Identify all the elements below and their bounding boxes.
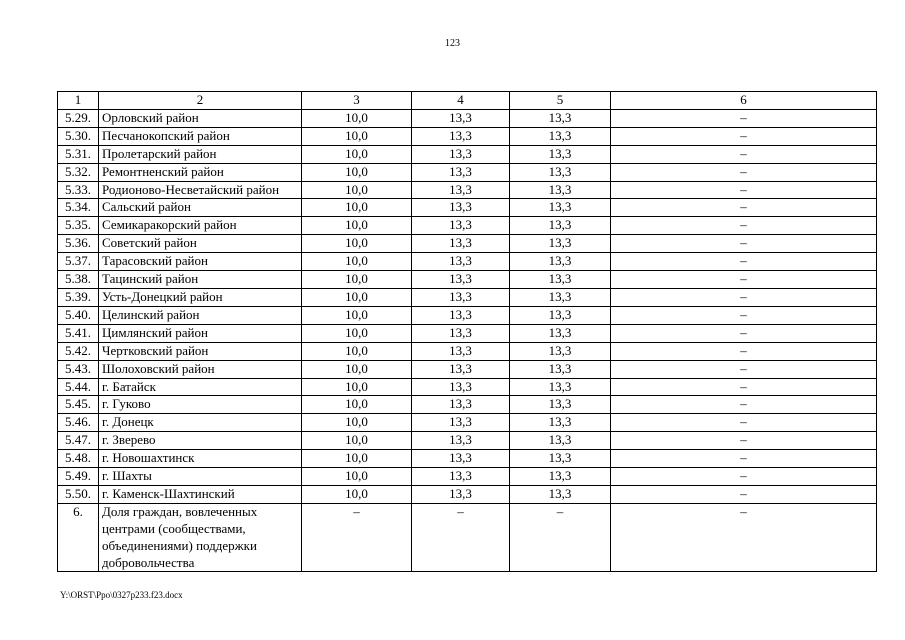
value-col3-cell: 10,0 — [302, 378, 412, 396]
value-col3-cell: 10,0 — [302, 127, 412, 145]
value-col6-cell: – — [611, 253, 877, 271]
row-number-cell: 5.38. — [58, 271, 99, 289]
table-row — [58, 360, 877, 378]
row-number-cell: 5.44. — [58, 378, 99, 396]
row-number-cell: 5.43. — [58, 360, 99, 378]
row-number-cell: 5.49. — [58, 468, 99, 486]
value-col4-cell: 13,3 — [412, 145, 510, 163]
row-name-cell: Пролетарский район — [99, 145, 302, 163]
value-col3-cell: 10,0 — [302, 163, 412, 181]
value-col6-cell: – — [611, 503, 877, 572]
value-col4-cell: 13,3 — [412, 396, 510, 414]
value-col6-cell: – — [611, 163, 877, 181]
row-name-cell: Шолоховский район — [99, 360, 302, 378]
value-col5-cell: 13,3 — [510, 324, 611, 342]
row-number-cell: 6. — [58, 503, 99, 572]
table-row — [58, 271, 877, 289]
file-path-footer: Y:\ORST\Ppo\0327p233.f23.docx — [60, 590, 183, 600]
row-number-cell: 5.33. — [58, 181, 99, 199]
value-col5-cell: – — [510, 503, 611, 572]
value-col3-cell: 10,0 — [302, 432, 412, 450]
value-col3-cell: 10,0 — [302, 342, 412, 360]
value-col4-cell: 13,3 — [412, 217, 510, 235]
value-col5-cell: 13,3 — [510, 432, 611, 450]
row-number-cell: 5.35. — [58, 217, 99, 235]
value-col5-cell: 13,3 — [510, 109, 611, 127]
value-col6-cell: – — [611, 181, 877, 199]
value-col3-cell: 10,0 — [302, 217, 412, 235]
value-col4-cell: 13,3 — [412, 432, 510, 450]
value-col4-cell: 13,3 — [412, 199, 510, 217]
value-col3-cell: 10,0 — [302, 324, 412, 342]
value-col6-cell: – — [611, 217, 877, 235]
row-number-cell: 5.42. — [58, 342, 99, 360]
table-row — [58, 145, 877, 163]
row-number-cell: 5.47. — [58, 432, 99, 450]
row-name-cell: г. Донецк — [99, 414, 302, 432]
table-row — [58, 217, 877, 235]
value-col4-cell: 13,3 — [412, 414, 510, 432]
value-col5-cell: 13,3 — [510, 396, 611, 414]
value-col3-cell: – — [302, 503, 412, 572]
table-row — [58, 450, 877, 468]
table-row — [58, 235, 877, 253]
value-col5-cell: 13,3 — [510, 163, 611, 181]
value-col6-cell: – — [611, 324, 877, 342]
value-col4-cell: 13,3 — [412, 271, 510, 289]
row-name-cell: Доля граждан, вовлеченных центрами (сообществами, объединениями) поддержки добровольчества — [99, 503, 302, 572]
row-name-cell: г. Каменск-Шахтинский — [99, 485, 302, 503]
value-col3-cell: 10,0 — [302, 360, 412, 378]
indicator-table — [57, 91, 877, 572]
value-col6-cell: – — [611, 450, 877, 468]
column-header: 2 — [99, 92, 302, 110]
table-row — [58, 342, 877, 360]
row-number-cell: 5.39. — [58, 288, 99, 306]
value-col5-cell: 13,3 — [510, 378, 611, 396]
row-name-cell: Ремонтненский район — [99, 163, 302, 181]
table-header-row — [58, 92, 877, 110]
table-row — [58, 378, 877, 396]
table-row — [58, 396, 877, 414]
value-col3-cell: 10,0 — [302, 450, 412, 468]
value-col4-cell: 13,3 — [412, 163, 510, 181]
value-col4-cell: 13,3 — [412, 127, 510, 145]
value-col3-cell: 10,0 — [302, 199, 412, 217]
row-name-cell: Родионово-Несветайский район — [99, 181, 302, 199]
value-col6-cell: – — [611, 271, 877, 289]
value-col6-cell: – — [611, 199, 877, 217]
row-number-cell: 5.31. — [58, 145, 99, 163]
value-col6-cell: – — [611, 145, 877, 163]
value-col6-cell: – — [611, 485, 877, 503]
value-col4-cell: 13,3 — [412, 288, 510, 306]
table-row — [58, 414, 877, 432]
table-row — [58, 485, 877, 503]
table-row — [58, 468, 877, 486]
row-number-cell: 5.32. — [58, 163, 99, 181]
row-number-cell: 5.48. — [58, 450, 99, 468]
value-col6-cell: – — [611, 396, 877, 414]
value-col4-cell: 13,3 — [412, 450, 510, 468]
column-header: 5 — [510, 92, 611, 110]
row-name-cell: г. Зверево — [99, 432, 302, 450]
row-number-cell: 5.36. — [58, 235, 99, 253]
column-header: 3 — [302, 92, 412, 110]
value-col3-cell: 10,0 — [302, 288, 412, 306]
row-name-cell: Семикаракорский район — [99, 217, 302, 235]
row-number-cell: 5.30. — [58, 127, 99, 145]
value-col4-cell: 13,3 — [412, 306, 510, 324]
value-col5-cell: 13,3 — [510, 217, 611, 235]
value-col5-cell: 13,3 — [510, 235, 611, 253]
value-col6-cell: – — [611, 468, 877, 486]
row-name-cell: Цимлянский район — [99, 324, 302, 342]
table-row — [58, 181, 877, 199]
row-name-cell: г. Шахты — [99, 468, 302, 486]
value-col6-cell: – — [611, 306, 877, 324]
value-col5-cell: 13,3 — [510, 360, 611, 378]
value-col4-cell: 13,3 — [412, 485, 510, 503]
page-number: 123 — [445, 38, 460, 49]
row-number-cell: 5.37. — [58, 253, 99, 271]
row-number-cell: 5.40. — [58, 306, 99, 324]
row-name-cell: Тацинский район — [99, 271, 302, 289]
table-row — [58, 503, 877, 572]
row-name-cell: г. Новошахтинск — [99, 450, 302, 468]
value-col5-cell: 13,3 — [510, 127, 611, 145]
value-col5-cell: 13,3 — [510, 414, 611, 432]
value-col5-cell: 13,3 — [510, 306, 611, 324]
row-name-cell: Песчанокопский район — [99, 127, 302, 145]
value-col5-cell: 13,3 — [510, 199, 611, 217]
row-name-cell: Чертковский район — [99, 342, 302, 360]
value-col3-cell: 10,0 — [302, 181, 412, 199]
value-col6-cell: – — [611, 235, 877, 253]
table-row — [58, 199, 877, 217]
row-name-cell: Тарасовский район — [99, 253, 302, 271]
table-row — [58, 253, 877, 271]
row-number-cell: 5.29. — [58, 109, 99, 127]
value-col3-cell: 10,0 — [302, 271, 412, 289]
value-col4-cell: 13,3 — [412, 378, 510, 396]
row-name-cell: Сальский район — [99, 199, 302, 217]
row-name-cell: Целинский район — [99, 306, 302, 324]
row-name-cell: г. Батайск — [99, 378, 302, 396]
column-header: 4 — [412, 92, 510, 110]
value-col6-cell: – — [611, 288, 877, 306]
value-col3-cell: 10,0 — [302, 468, 412, 486]
row-name-cell: Усть-Донецкий район — [99, 288, 302, 306]
table-row — [58, 432, 877, 450]
row-number-cell: 5.45. — [58, 396, 99, 414]
value-col4-cell: 13,3 — [412, 324, 510, 342]
value-col6-cell: – — [611, 414, 877, 432]
table-row — [58, 109, 877, 127]
value-col6-cell: – — [611, 342, 877, 360]
value-col5-cell: 13,3 — [510, 271, 611, 289]
row-number-cell: 5.34. — [58, 199, 99, 217]
value-col3-cell: 10,0 — [302, 306, 412, 324]
value-col5-cell: 13,3 — [510, 342, 611, 360]
value-col4-cell: 13,3 — [412, 342, 510, 360]
value-col6-cell: – — [611, 109, 877, 127]
value-col4-cell: 13,3 — [412, 468, 510, 486]
value-col4-cell: 13,3 — [412, 109, 510, 127]
value-col3-cell: 10,0 — [302, 253, 412, 271]
value-col5-cell: 13,3 — [510, 181, 611, 199]
value-col6-cell: – — [611, 360, 877, 378]
value-col3-cell: 10,0 — [302, 109, 412, 127]
value-col4-cell: 13,3 — [412, 235, 510, 253]
row-number-cell: 5.50. — [58, 485, 99, 503]
value-col3-cell: 10,0 — [302, 235, 412, 253]
value-col5-cell: 13,3 — [510, 450, 611, 468]
row-name-cell: г. Гуково — [99, 396, 302, 414]
table-row — [58, 288, 877, 306]
row-number-cell: 5.46. — [58, 414, 99, 432]
value-col4-cell: 13,3 — [412, 360, 510, 378]
table-row — [58, 127, 877, 145]
value-col5-cell: 13,3 — [510, 253, 611, 271]
row-name-cell: Советский район — [99, 235, 302, 253]
value-col3-cell: 10,0 — [302, 414, 412, 432]
value-col4-cell: 13,3 — [412, 253, 510, 271]
value-col5-cell: 13,3 — [510, 485, 611, 503]
table-row — [58, 163, 877, 181]
value-col6-cell: – — [611, 127, 877, 145]
table-body — [58, 109, 877, 572]
value-col4-cell: – — [412, 503, 510, 572]
value-col5-cell: 13,3 — [510, 145, 611, 163]
value-col5-cell: 13,3 — [510, 468, 611, 486]
table-row — [58, 306, 877, 324]
column-header: 6 — [611, 92, 877, 110]
row-number-cell: 5.41. — [58, 324, 99, 342]
value-col3-cell: 10,0 — [302, 396, 412, 414]
value-col3-cell: 10,0 — [302, 145, 412, 163]
table-row — [58, 324, 877, 342]
value-col6-cell: – — [611, 378, 877, 396]
value-col3-cell: 10,0 — [302, 485, 412, 503]
value-col6-cell: – — [611, 432, 877, 450]
value-col5-cell: 13,3 — [510, 288, 611, 306]
value-col4-cell: 13,3 — [412, 181, 510, 199]
column-header: 1 — [58, 92, 99, 110]
row-name-cell: Орловский район — [99, 109, 302, 127]
